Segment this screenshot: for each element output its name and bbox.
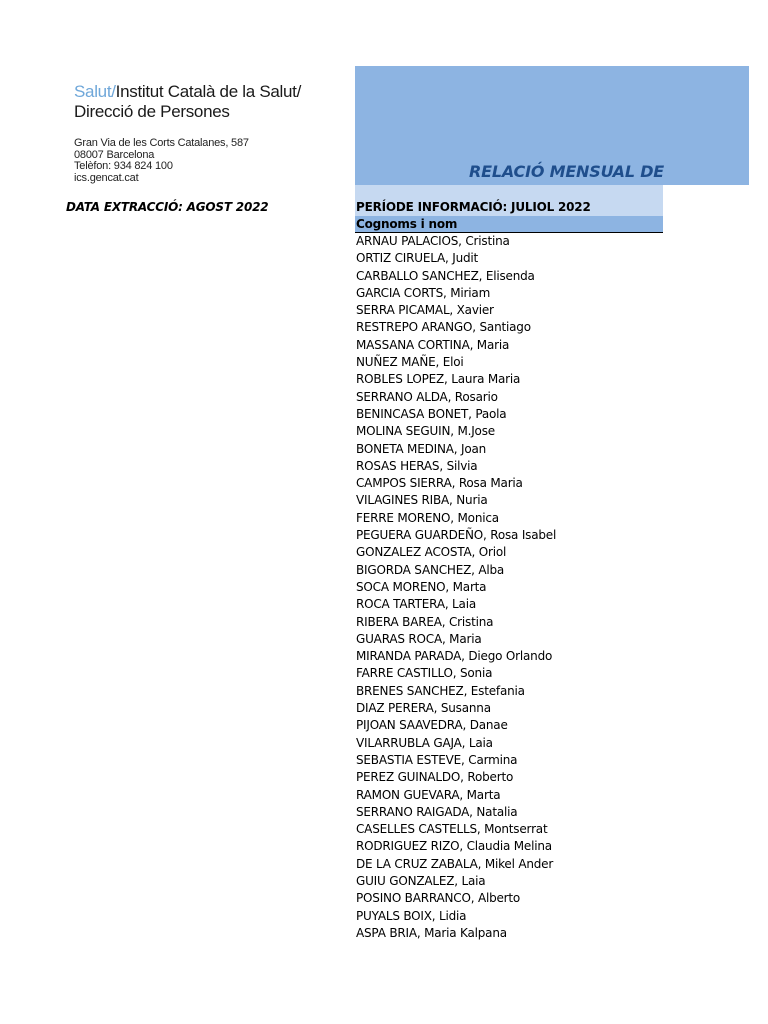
- table-row: ARNAU PALACIOS, Cristina: [356, 234, 510, 248]
- table-row: PUYALS BOIX, Lidia: [356, 908, 467, 923]
- table-row: PEGUERA GUARDEÑO, Rosa Isabel: [356, 528, 557, 543]
- column-header: [355, 216, 663, 233]
- table-row: RIBERA BAREA, Cristina: [356, 614, 494, 629]
- table-row: CASELLES CASTELLS, Montserrat: [356, 822, 548, 837]
- table-row: RODRIGUEZ RIZO, Claudia Melina: [356, 839, 552, 854]
- table-row: NUÑEZ MAÑE, Eloi: [356, 355, 464, 370]
- address-phone: Telèfon: 934 824 100: [74, 160, 173, 173]
- table-row: MIRANDA PARADA, Diego Orlando: [356, 649, 553, 664]
- address-web: ics.gencat.cat: [74, 171, 139, 184]
- table-row: SOCA MORENO, Marta: [356, 579, 487, 594]
- table-row: CAMPOS SIERRA, Rosa Maria: [356, 476, 523, 491]
- table-row: ROCA TARTERA, Laia: [356, 597, 476, 612]
- table-row: SERRANO ALDA, Rosario: [356, 389, 498, 404]
- table-row: GONZALEZ ACOSTA, Oriol: [356, 545, 507, 560]
- table-row: BONETA MEDINA, Joan: [356, 441, 487, 456]
- name-list: [356, 233, 556, 942]
- table-row: GUIU GONZALEZ, Laia: [356, 873, 486, 888]
- table-row: PEREZ GUINALDO, Roberto: [356, 770, 514, 785]
- table-row: DIAZ PERERA, Susanna: [356, 701, 491, 716]
- logo-institute-name: Institut Català de la Salut/: [115, 82, 301, 101]
- table-row: RESTREPO ARANGO, Santiago: [356, 320, 531, 335]
- table-row: BENINCASA BONET, Paola: [356, 406, 507, 421]
- address-block: [74, 138, 249, 184]
- address-city: 08007 Barcelona: [74, 148, 155, 161]
- table-row: ASPA BRIA, Maria Kalpana: [356, 925, 507, 940]
- period-label: PERÍODE INFORMACIÓ: JULIOL 2022: [356, 200, 591, 214]
- logo-line-1: [74, 82, 301, 102]
- table-row: ORTIZ CIRUELA, Judit: [356, 251, 479, 266]
- table-row: FERRE MORENO, Monica: [356, 510, 499, 525]
- table-row: SERRA PICAMAL, Xavier: [356, 303, 494, 318]
- table-row: GARCIA CORTS, Miriam: [356, 285, 491, 300]
- table-row: MASSANA CORTINA, Maria: [356, 337, 510, 352]
- table-row: SEBASTIA ESTEVE, Carmina: [356, 752, 518, 767]
- column-header-label: Cognoms i nom: [356, 217, 458, 231]
- table-row: VILARRUBLA GAJA, Laia: [356, 735, 493, 750]
- table-row: MOLINA SEGUIN, M.Jose: [356, 424, 495, 439]
- table-row: CARBALLO SANCHEZ, Elisenda: [356, 268, 535, 283]
- logo-department-name: Direcció de Persones: [74, 102, 230, 121]
- table-row: ROSAS HERAS, Silvia: [356, 458, 478, 473]
- extraction-date: DATA EXTRACCIÓ: AGOST 2022: [66, 200, 269, 214]
- address-street: Gran Via de les Corts Catalanes, 587: [74, 137, 249, 149]
- table-row: VILAGINES RIBA, Nuria: [356, 493, 488, 508]
- table-row: ROBLES LOPEZ, Laura Maria: [356, 372, 521, 387]
- report-title: RELACIÓ MENSUAL DE: [469, 162, 665, 181]
- logo-salut-prefix: Salut/: [74, 82, 116, 101]
- table-row: SERRANO RAIGADA, Natalia: [356, 804, 518, 819]
- table-row: FARRE CASTILLO, Sonia: [356, 666, 493, 681]
- table-row: POSINO BARRANCO, Alberto: [356, 891, 521, 906]
- organization-logo: [74, 82, 301, 122]
- table-row: BRENES SANCHEZ, Estefania: [356, 683, 525, 698]
- table-row: GUARAS ROCA, Maria: [356, 631, 482, 646]
- table-row: DE LA CRUZ ZABALA, Mikel Ander: [356, 856, 554, 871]
- table-row: RAMON GUEVARA, Marta: [356, 787, 501, 802]
- table-row: BIGORDA SANCHEZ, Alba: [356, 562, 505, 577]
- table-row: PIJOAN SAAVEDRA, Danae: [356, 718, 508, 733]
